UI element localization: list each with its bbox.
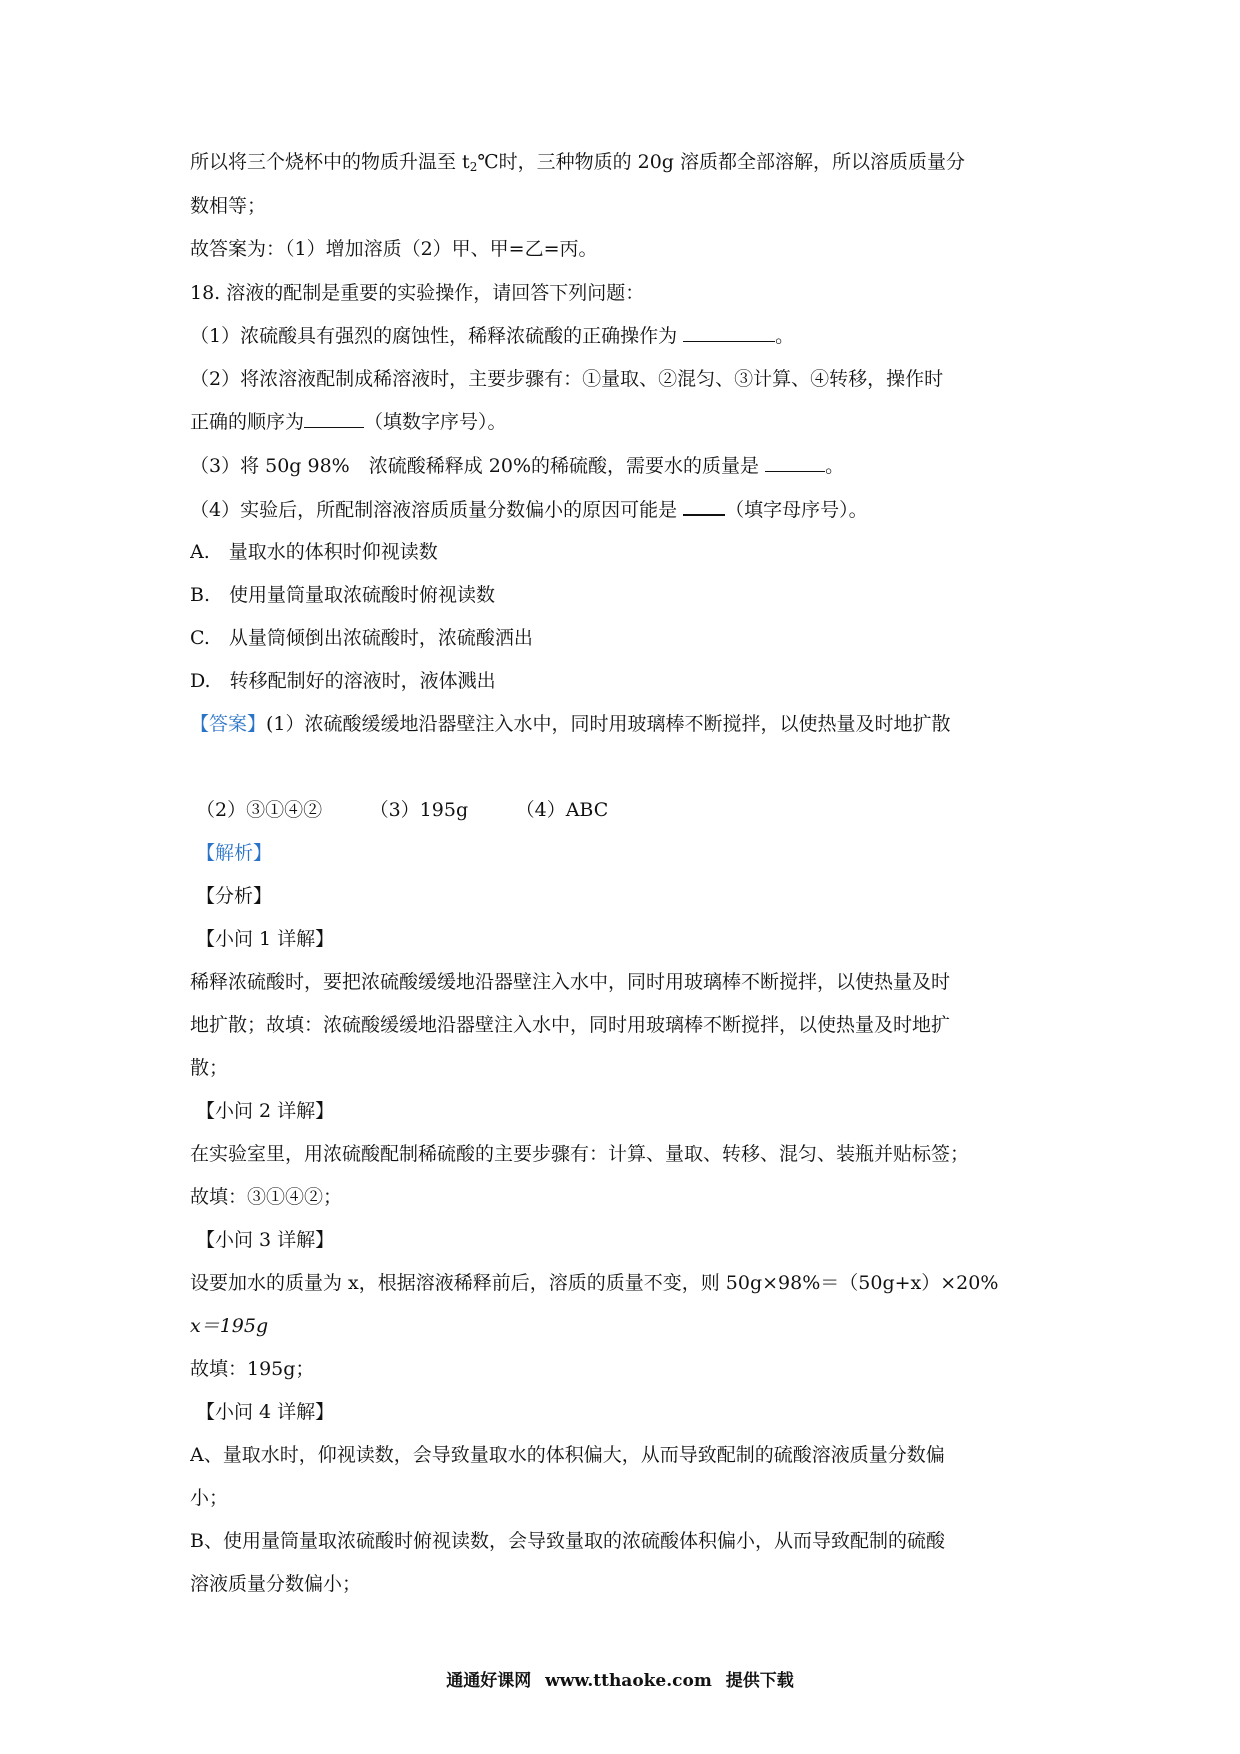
answer-blank [304, 407, 364, 428]
s4-line-3: B、使用量筒量取浓硫酸时俯视读数，会导致量取的浓硫酸体积偏小，从而导致配制的硫酸 [190, 1530, 945, 1552]
s4-line-2: 小； [190, 1487, 229, 1509]
s3-line-1: 设要加水的质量为 x，根据溶液稀释前后，溶质的质量不变，则 50g×98%＝（50g+x）×20% [190, 1272, 999, 1294]
fenxi-heading: 【分析】 [196, 885, 273, 907]
footer-note: 提供下载 [725, 1671, 794, 1691]
answer-line-1: 【答案】(1）浓硫酸缓缓地沿器壁注入水中，同时用玻璃棒不断搅拌，以使热量及时地扩散 [190, 713, 951, 735]
intro-line-3: 故答案为：（1）增加溶质（2）甲、甲=乙=丙。 [190, 238, 598, 260]
question-stem: 18. 溶液的配制是重要的实验操作，请回答下列问题： [190, 282, 645, 304]
answer-tag: 【答案】 [190, 713, 267, 735]
option-c: C. 从量筒倾倒出浓硫酸时，浓硫酸洒出 [190, 627, 533, 649]
question-part-1: （1）浓硫酸具有强烈的腐蚀性，稀释浓硫酸的正确操作为 。 [190, 321, 1070, 351]
s1-line-2: 地扩散；故填：浓硫酸缓缓地沿器壁注入水中，同时用玻璃棒不断搅拌，以使热量及时地扩 [190, 1014, 951, 1036]
intro-line-2: 数相等； [190, 195, 267, 217]
subquestion-3-heading: 【小问 3 详解】 [196, 1229, 335, 1251]
question-part-2b: 正确的顺序为 （填数字序号）。 [190, 407, 1070, 437]
answer-line-2: （2）③①④② （3）195g （4）ABC [196, 799, 609, 821]
subquestion-1-heading: 【小问 1 详解】 [196, 928, 335, 950]
s4-line-4: 溶液质量分数偏小； [190, 1573, 362, 1595]
subquestion-4-heading: 【小问 4 详解】 [196, 1401, 335, 1423]
s3-line-2: x＝195g [190, 1315, 269, 1337]
page-footer [0, 1666, 1240, 1691]
answer-blank [765, 451, 825, 472]
answer-blank [683, 494, 725, 516]
option-b: B. 使用量筒量取浓硫酸时俯视读数 [190, 584, 496, 606]
s3-line-3: 故填：195g； [190, 1358, 315, 1380]
option-a: A. 量取水的体积时仰视读数 [190, 541, 438, 563]
subquestion-2-heading: 【小问 2 详解】 [196, 1100, 335, 1122]
option-d: D. 转移配制好的溶液时，液体溅出 [190, 670, 496, 692]
footer-site: 通通好课网 [446, 1671, 532, 1691]
intro-line-1: 所以将三个烧杯中的物质升温至 $t_2℃$时，三种物质的 20g 溶质都全部溶解，所以溶质质量分 [190, 151, 966, 174]
s2-line-2: 故填：③①④②； [190, 1186, 343, 1208]
s2-line-1: 在实验室里，用浓硫酸配制稀硫酸的主要步骤有：计算、量取、转移、混匀、装瓶并贴标签； [190, 1143, 970, 1165]
s1-line-1: 稀释浓硫酸时，要把浓硫酸缓缓地沿器壁注入水中，同时用玻璃棒不断搅拌，以使热量及时 [190, 971, 951, 993]
s1-line-3: 散； [190, 1057, 229, 1079]
s4-line-1: A、量取水时，仰视读数，会导致量取水的体积偏大，从而导致配制的硫酸溶液质量分数偏 [190, 1444, 945, 1466]
question-part-2a: （2）将浓溶液配制成稀溶液时，主要步骤有：①量取、②混匀、③计算、④转移，操作时 [190, 368, 944, 390]
analysis-tag: 【解析】 [196, 842, 273, 864]
footer-url[interactable]: www.tthaoke.com [545, 1671, 712, 1691]
question-part-4: （4）实验后，所配制溶液溶质质量分数偏小的原因可能是 （填字母序号）。 [190, 494, 1070, 525]
answer-blank [683, 321, 775, 342]
question-part-3: （3）将 50g 98% 浓硫酸稀释成 20%的稀硫酸，需要水的质量是 。 [190, 451, 1070, 481]
